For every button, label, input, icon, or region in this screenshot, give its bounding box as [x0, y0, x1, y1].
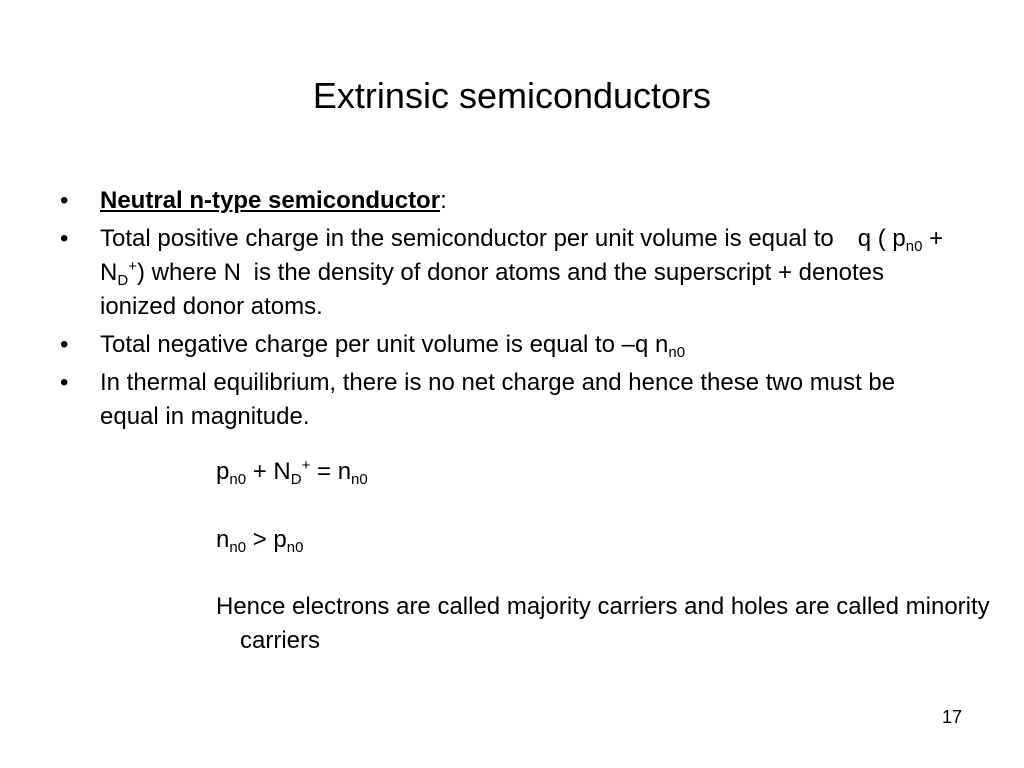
slide-title: Extrinsic semiconductors: [312, 75, 712, 116]
bullet-thermal-equilibrium: [56, 366, 956, 434]
equation-inequality: [216, 523, 303, 557]
subscript: n0: [351, 471, 368, 488]
bullet-text: ) where N: [136, 259, 241, 286]
bullet-marker: •: [60, 187, 69, 214]
bullet-heading-colon: :: [440, 187, 447, 214]
eq-term: n: [216, 526, 230, 553]
conclusion-text: Hence electrons are called majority carriers and holes are called minority carriers: [216, 593, 990, 654]
eq-term: = n: [310, 458, 352, 485]
bullet-negative-charge: [56, 328, 956, 362]
subscript: n0: [668, 344, 686, 361]
bullet-text: Total negative charge per unit volume is equal to –q n: [100, 331, 669, 358]
superscript: +: [301, 457, 311, 474]
formula-plus-n: + N: [100, 225, 944, 286]
subscript: n0: [229, 539, 247, 556]
bullet-marker: •: [60, 331, 69, 358]
formula-q-p: q ( p: [857, 225, 906, 252]
page-number: 17: [941, 707, 962, 727]
bullet-text: Total positive charge in the semiconductor per unit volume is equal to: [100, 225, 834, 252]
equation-charge-balance: [216, 455, 368, 489]
bullet-marker: •: [60, 369, 69, 396]
subscript: n0: [229, 471, 247, 488]
eq-term: p: [216, 458, 230, 485]
subscript: n0: [905, 238, 923, 255]
bullet-text: In thermal equilibrium, there is no net charge and hence these two must be equal in magnitude.: [100, 369, 896, 430]
bullet-positive-charge: [56, 222, 956, 324]
eq-term: > p: [246, 526, 287, 553]
bullet-list: [56, 184, 956, 438]
subscript: D: [290, 471, 302, 488]
bullet-heading: Neutral n-type semiconductor: [100, 187, 441, 214]
bullet-neutral-n-type: [56, 184, 956, 218]
superscript: +: [128, 258, 137, 275]
bullet-marker: •: [60, 225, 69, 252]
eq-term: + N: [246, 458, 291, 485]
subscript: D: [117, 272, 129, 289]
bullet-text: is the density of donor atoms and the superscript + denotes ionized donor atoms.: [100, 259, 885, 320]
subscript: n0: [286, 539, 304, 556]
